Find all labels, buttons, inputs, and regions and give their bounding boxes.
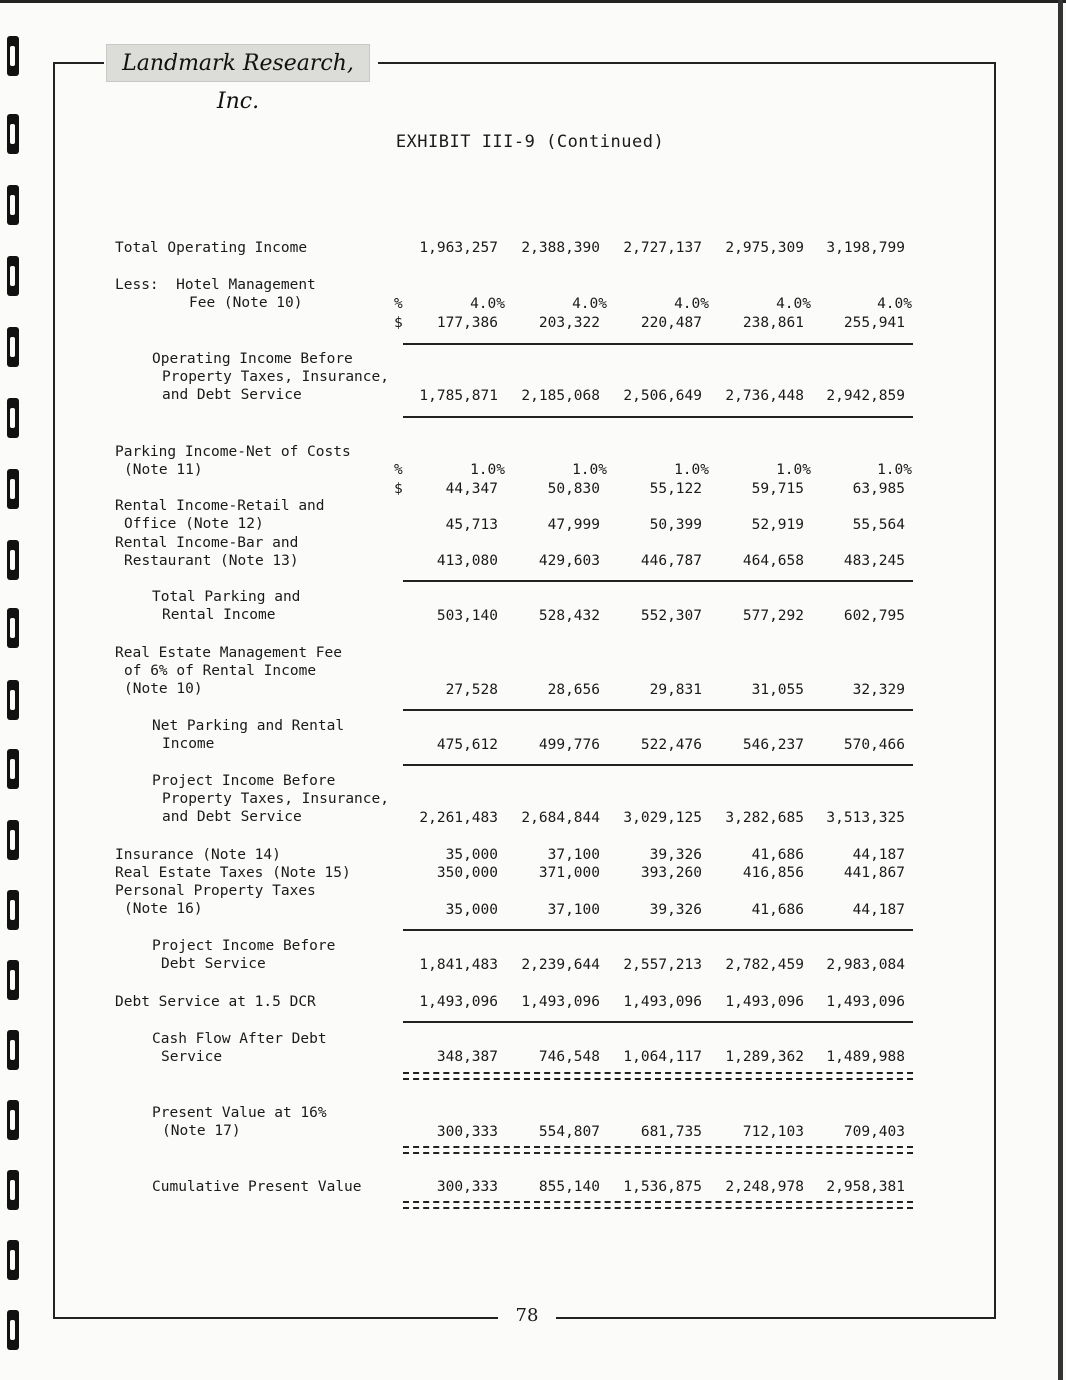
row-label: and Debt Service — [162, 809, 302, 825]
value-cell: 59,715 — [751, 481, 804, 497]
row-label: Debt Service at 1.5 DCR — [115, 994, 316, 1010]
row-label: Debt Service — [161, 956, 266, 972]
value-cell: 52,919 — [751, 517, 804, 533]
value-cell: 1,963,257 — [419, 240, 498, 256]
value-cell: 483,245 — [843, 553, 905, 569]
value-cell: 712,103 — [742, 1124, 804, 1140]
value-cell: 522,476 — [640, 737, 702, 753]
value-cell: 2,239,644 — [521, 957, 600, 973]
value-cell: 503,140 — [436, 608, 498, 624]
value-cell: 39,326 — [649, 902, 702, 918]
percent-cell: 4.0% — [877, 296, 912, 312]
value-cell: 32,329 — [852, 682, 905, 698]
binder-hole — [7, 540, 19, 580]
value-cell: 63,985 — [852, 481, 905, 497]
value-cell: 3,282,685 — [725, 810, 804, 826]
value-cell: 1,493,096 — [521, 994, 600, 1010]
value-cell: 220,487 — [640, 315, 702, 331]
value-cell: 39,326 — [649, 847, 702, 863]
value-cell: 2,958,381 — [826, 1179, 905, 1195]
value-cell: 47,999 — [547, 517, 600, 533]
value-cell: 3,029,125 — [623, 810, 702, 826]
value-cell: 2,983,084 — [826, 957, 905, 973]
value-cell: 709,403 — [843, 1124, 905, 1140]
value-cell: 577,292 — [742, 608, 804, 624]
value-cell: 31,055 — [751, 682, 804, 698]
row-label: (Note 16) — [124, 901, 203, 917]
row-label: Total Operating Income — [115, 240, 308, 256]
value-cell: 2,727,137 — [623, 240, 702, 256]
value-cell: 1,493,096 — [826, 994, 905, 1010]
value-cell: 371,000 — [538, 865, 600, 881]
value-cell: 2,942,859 — [826, 388, 905, 404]
value-cell: 554,807 — [538, 1124, 600, 1140]
row-label: Net Parking and Rental — [152, 718, 345, 734]
value-cell: 1,064,117 — [623, 1049, 702, 1065]
value-cell: 29,831 — [649, 682, 702, 698]
value-cell: 1,289,362 — [725, 1049, 804, 1065]
row-label: Cash Flow After Debt — [152, 1031, 327, 1047]
row-label: Cumulative Present Value — [152, 1179, 362, 1195]
percent-cell: 1.0% — [674, 462, 709, 478]
row-label: Rental Income — [162, 607, 276, 623]
percent-cell: 1.0% — [572, 462, 607, 478]
row-label: Service — [161, 1049, 223, 1065]
value-cell: 429,603 — [538, 553, 600, 569]
binder-hole — [7, 1240, 19, 1280]
value-cell: 441,867 — [843, 865, 905, 881]
row-label: Property Taxes, Insurance, — [162, 369, 389, 385]
dollar-symbol: $ — [394, 315, 403, 331]
percent-cell: 1.0% — [877, 462, 912, 478]
value-cell: 2,261,483 — [419, 810, 498, 826]
binder-hole — [7, 114, 19, 154]
value-cell: 528,432 — [538, 608, 600, 624]
total-rule — [403, 764, 913, 766]
value-cell: 552,307 — [640, 608, 702, 624]
value-cell: 37,100 — [547, 902, 600, 918]
binder-hole — [7, 1030, 19, 1070]
page-number: 78 — [515, 1305, 539, 1326]
value-cell: 28,656 — [547, 682, 600, 698]
binder-hole — [7, 1100, 19, 1140]
value-cell: 1,493,096 — [725, 994, 804, 1010]
value-cell: 41,686 — [751, 847, 804, 863]
value-cell: 45,713 — [445, 517, 498, 533]
value-cell: 1,536,875 — [623, 1179, 702, 1195]
row-label: Less: Hotel Management — [115, 277, 316, 293]
percent-cell: 4.0% — [776, 296, 811, 312]
row-label: (Note 17) — [162, 1123, 241, 1139]
row-label: Income — [162, 736, 215, 752]
value-cell: 2,975,309 — [725, 240, 804, 256]
value-cell: 2,557,213 — [623, 957, 702, 973]
value-cell: 203,322 — [538, 315, 600, 331]
binder-hole — [7, 469, 19, 509]
value-cell: 499,776 — [538, 737, 600, 753]
row-label: Operating Income Before — [152, 351, 353, 367]
total-rule — [403, 580, 913, 582]
row-label: Insurance (Note 14) — [115, 847, 281, 863]
value-cell: 2,185,068 — [521, 388, 600, 404]
binder-hole — [7, 398, 19, 438]
value-cell: 1,493,096 — [419, 994, 498, 1010]
total-rule — [403, 1021, 913, 1023]
dollar-symbol: $ — [394, 481, 403, 497]
row-label: Project Income Before — [152, 938, 336, 954]
value-cell: 55,564 — [852, 517, 905, 533]
row-label: Fee (Note 10) — [189, 295, 303, 311]
row-label: Project Income Before — [152, 773, 336, 789]
total-rule — [403, 709, 913, 711]
value-cell: 855,140 — [538, 1179, 600, 1195]
value-cell: 2,684,844 — [521, 810, 600, 826]
total-rule — [403, 416, 913, 418]
row-label: (Note 10) — [124, 681, 203, 697]
double-rule — [403, 1201, 913, 1209]
value-cell: 50,399 — [649, 517, 702, 533]
row-label: Total Parking and — [152, 589, 301, 605]
percent-cell: 4.0% — [572, 296, 607, 312]
value-cell: 44,187 — [852, 847, 905, 863]
row-label: Rental Income-Retail and — [115, 498, 325, 514]
row-label: of 6% of Rental Income — [124, 663, 317, 679]
percent-cell: 4.0% — [674, 296, 709, 312]
binder-hole — [7, 185, 19, 225]
binder-hole — [7, 960, 19, 1000]
binder-hole — [7, 1170, 19, 1210]
value-cell: 2,736,448 — [725, 388, 804, 404]
value-cell: 546,237 — [742, 737, 804, 753]
total-rule — [403, 343, 913, 345]
value-cell: 2,248,978 — [725, 1179, 804, 1195]
scan-edge-right — [1058, 0, 1063, 1380]
row-label: Rental Income-Bar and — [115, 535, 299, 551]
binder-hole — [7, 327, 19, 367]
value-cell: 35,000 — [445, 902, 498, 918]
value-cell: 446,787 — [640, 553, 702, 569]
value-cell: 348,387 — [436, 1049, 498, 1065]
row-label: Real Estate Taxes (Note 15) — [115, 865, 351, 881]
binder-hole — [7, 608, 19, 648]
value-cell: 393,260 — [640, 865, 702, 881]
value-cell: 746,548 — [538, 1049, 600, 1065]
value-cell: 255,941 — [843, 315, 905, 331]
binder-hole — [7, 890, 19, 930]
value-cell: 238,861 — [742, 315, 804, 331]
value-cell: 1,841,483 — [419, 957, 498, 973]
value-cell: 1,489,988 — [826, 1049, 905, 1065]
row-label: Office (Note 12) — [124, 516, 264, 532]
value-cell: 37,100 — [547, 847, 600, 863]
binder-hole — [7, 820, 19, 860]
value-cell: 602,795 — [843, 608, 905, 624]
binder-hole — [7, 1310, 19, 1350]
binder-hole — [7, 256, 19, 296]
value-cell: 300,333 — [436, 1179, 498, 1195]
value-cell: 177,386 — [436, 315, 498, 331]
row-label: Parking Income-Net of Costs — [115, 444, 351, 460]
percent-cell: 1.0% — [470, 462, 505, 478]
value-cell: 413,080 — [436, 553, 498, 569]
binder-hole — [7, 680, 19, 720]
row-label: Real Estate Management Fee — [115, 645, 342, 661]
exhibit-title: EXHIBIT III-9 (Continued) — [395, 132, 665, 152]
value-cell: 41,686 — [751, 902, 804, 918]
company-logo: Landmark Research, Inc. — [106, 44, 370, 82]
value-cell: 416,856 — [742, 865, 804, 881]
total-rule — [403, 929, 913, 931]
value-cell: 44,187 — [852, 902, 905, 918]
double-rule — [403, 1146, 913, 1154]
double-rule — [403, 1072, 913, 1080]
value-cell: 681,735 — [640, 1124, 702, 1140]
row-label: (Note 11) — [124, 462, 203, 478]
row-label: and Debt Service — [162, 387, 302, 403]
percent-symbol: % — [394, 296, 403, 312]
percent-symbol: % — [394, 462, 403, 478]
percent-cell: 4.0% — [470, 296, 505, 312]
value-cell: 27,528 — [445, 682, 498, 698]
scan-edge-top — [0, 0, 1066, 3]
binder-holes — [7, 0, 27, 1380]
value-cell: 350,000 — [436, 865, 498, 881]
value-cell: 50,830 — [547, 481, 600, 497]
value-cell: 2,782,459 — [725, 957, 804, 973]
row-label: Restaurant (Note 13) — [124, 553, 299, 569]
value-cell: 55,122 — [649, 481, 702, 497]
value-cell: 2,506,649 — [623, 388, 702, 404]
row-label: Property Taxes, Insurance, — [162, 791, 389, 807]
value-cell: 44,347 — [445, 481, 498, 497]
row-label: Present Value at 16% — [152, 1105, 327, 1121]
value-cell: 300,333 — [436, 1124, 498, 1140]
value-cell: 35,000 — [445, 847, 498, 863]
binder-hole — [7, 749, 19, 789]
binder-hole — [7, 36, 19, 76]
value-cell: 1,785,871 — [419, 388, 498, 404]
row-label: Personal Property Taxes — [115, 883, 316, 899]
value-cell: 1,493,096 — [623, 994, 702, 1010]
value-cell: 3,198,799 — [826, 240, 905, 256]
value-cell: 3,513,325 — [826, 810, 905, 826]
value-cell: 475,612 — [436, 737, 498, 753]
value-cell: 464,658 — [742, 553, 804, 569]
value-cell: 2,388,390 — [521, 240, 600, 256]
value-cell: 570,466 — [843, 737, 905, 753]
percent-cell: 1.0% — [776, 462, 811, 478]
